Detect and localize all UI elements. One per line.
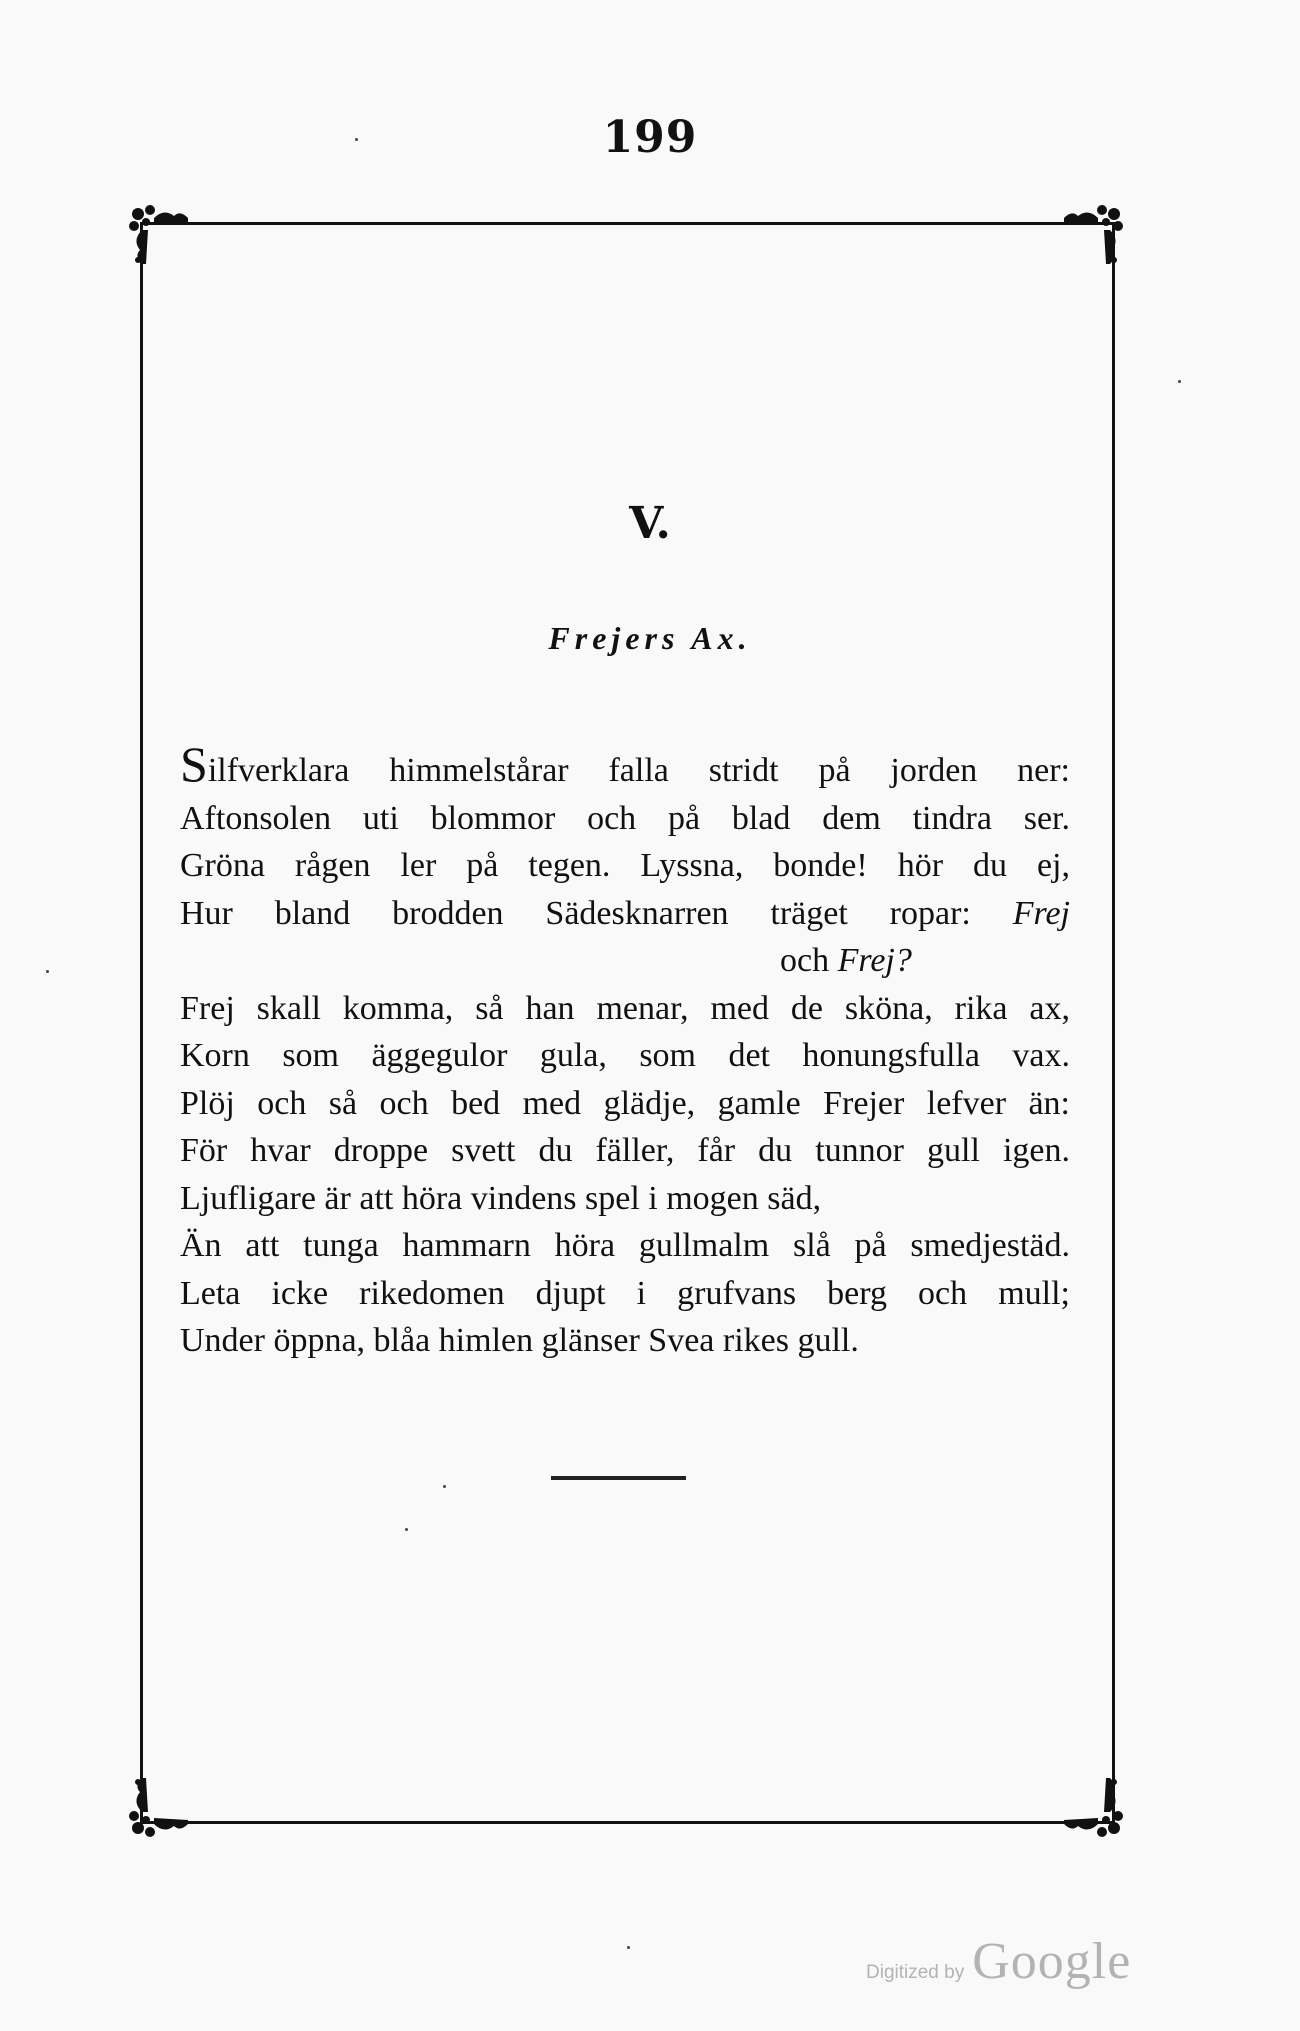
poem-title	[0, 620, 1300, 657]
corner-ornament-icon	[124, 200, 224, 300]
poem-line: Än att tunga hammarn höra gullmalm slå på smedjestäd.	[180, 1227, 1070, 1264]
poem-line-text: och	[780, 942, 838, 979]
scan-speck	[405, 1528, 408, 1531]
brand-logo: Google	[972, 1933, 1132, 1990]
poem-line-emphasis: Frej	[1012, 894, 1070, 932]
drop-cap: S	[180, 736, 208, 792]
poem-line: Korn som äggegulor gula, som det honungsfulla vax.	[180, 1037, 1070, 1074]
corner-ornament-icon	[1028, 1742, 1128, 1842]
corner-ornament-icon	[124, 1742, 224, 1842]
scan-speck	[355, 138, 358, 141]
page-number: 199	[602, 112, 698, 163]
scan-speck	[443, 1485, 446, 1488]
digitized-label: Digitized by	[866, 1962, 965, 1983]
poem-line-emphasis: Frej?	[837, 942, 912, 979]
poem-line: Gröna rågen ler på tegen. Lyssna, bonde! hör du ej,	[180, 847, 1070, 884]
scan-speck	[1178, 380, 1181, 383]
poem-line: Ljufligare är att höra vindens spel i mogen säd,	[180, 1179, 822, 1217]
scan-speck	[46, 970, 49, 973]
poem-line-text: Hur bland brodden Sädesknarren träget ropar:	[180, 894, 1013, 932]
end-rule	[551, 1476, 686, 1480]
poem-line-text: ilfverklara himmelstårar falla stridt på jorden ner:	[207, 752, 1070, 789]
corner-ornament-icon	[1028, 200, 1128, 300]
poem-line: Under öppna, blåa himlen glänser Svea rikes gull.	[180, 1322, 859, 1359]
poem-line	[180, 736, 1070, 795]
poem-line: Plöj och så och bed med glädje, gamle Frejer lefver än:	[180, 1084, 1070, 1122]
poem-line: Leta icke rikedomen djupt i grufvans berg och mull;	[180, 1274, 1070, 1312]
poem-body	[180, 736, 1070, 1365]
poem-title-main: Frejers	[548, 620, 692, 656]
poem-line: För hvar droppe svett du fäller, får du tunnor gull igen.	[180, 1132, 1070, 1169]
section-number: V.	[629, 498, 671, 549]
digitized-by-watermark	[866, 1932, 1131, 1992]
poem-line: Frej skall komma, så han menar, med de sköna, rika ax,	[180, 989, 1070, 1027]
scan-speck	[627, 1946, 630, 1949]
poem-line-continuation	[180, 937, 1070, 985]
poem-line	[180, 890, 1070, 938]
poem-line: Aftonsolen uti blommor och på blad dem tindra ser.	[180, 799, 1070, 837]
poem-title-emphasis: Ax.	[691, 620, 752, 656]
